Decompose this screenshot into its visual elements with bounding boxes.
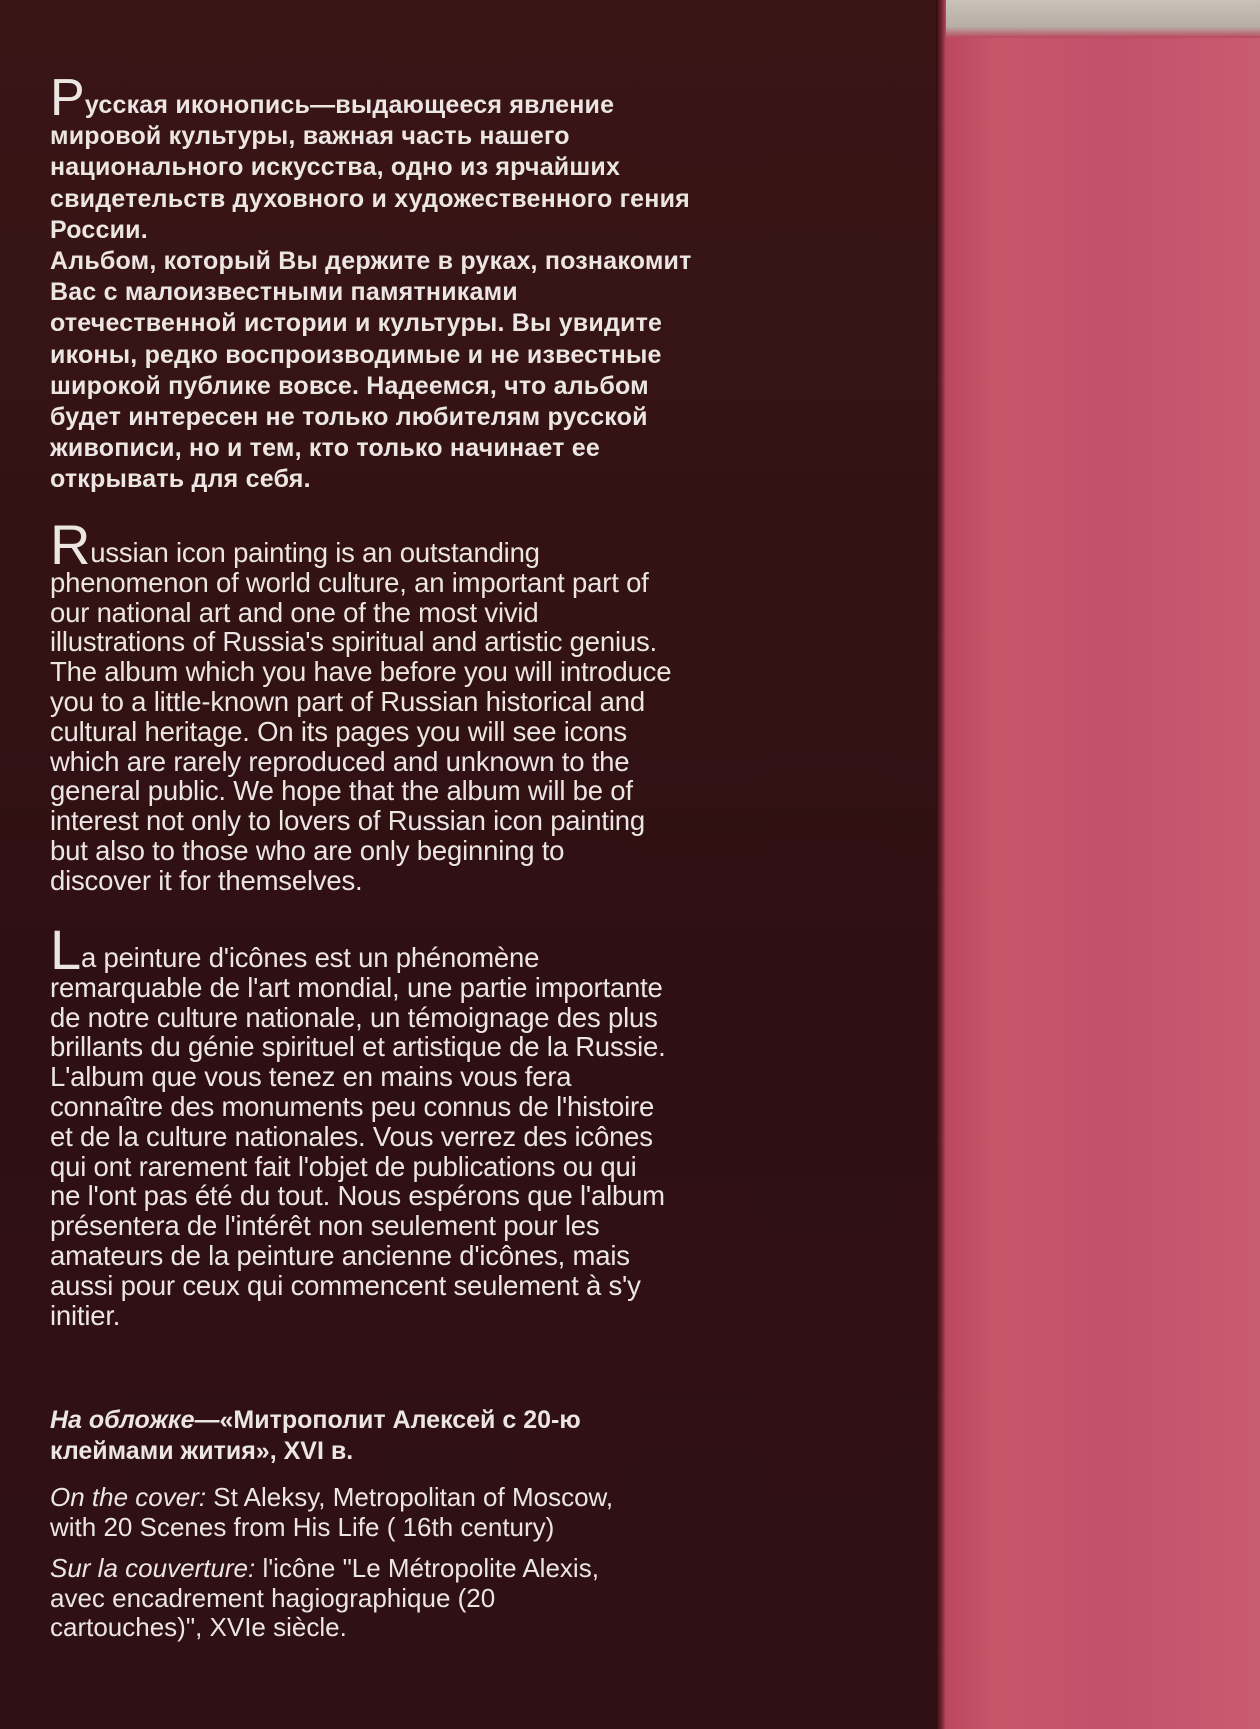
caption-english-lead: On the cover: xyxy=(50,1482,207,1512)
russian-initial: Р xyxy=(50,69,85,127)
book-spine xyxy=(940,0,1260,1729)
caption-french-lead: Sur la couverture: xyxy=(50,1553,256,1583)
french-initial: L xyxy=(50,918,81,981)
french-intro xyxy=(50,918,820,1331)
spine-fold-edge xyxy=(936,0,946,1729)
english-intro xyxy=(50,513,820,896)
cover-captions xyxy=(50,1405,820,1655)
russian-text: усская иконопись—выдающееся явление мировой культуры, важная часть нашего национального искусства, одно из ярчайших свидетельств духовного и художественного гения России. Альбом, который Вы держите в руках, познакомит Вас с малоизвестными памятниками отечественной истории и культуры. Вы увидите иконы, редко воспроизводимые и не известные широкой публике вовсе. Надеемся, что альбом будет интересен не только любителям русской живописи, но и тем, кто только начинает ее открывать для себя. xyxy=(50,91,692,494)
russian-paragraph xyxy=(50,69,820,496)
caption-french-text: l'icône "Le Métropolite Alexis, avec encadrement hagiographique (20 cartouches)", XVIe siècle. xyxy=(50,1553,599,1642)
english-initial: R xyxy=(50,513,91,576)
caption-russian xyxy=(50,1405,820,1467)
caption-french xyxy=(50,1554,820,1643)
caption-english xyxy=(50,1483,820,1542)
english-text: ussian icon painting is an outstanding phenomenon of world culture, an important part of our national art and one of the most vivid illustrations of Russia's spiritual and artistic genius. The album which you have before you will introduce you to a little-known part of Russian historical and cultural heritage. On its pages you will see icons which are rarely reproduced and unknown to the general public. We hope that the album will be of interest not only to lovers of Russian icon painting but also to those who are only beginning to discover it for themselves. xyxy=(50,537,672,896)
russian-intro xyxy=(50,69,820,496)
spine-top-edge xyxy=(940,0,1260,38)
english-paragraph xyxy=(50,513,820,896)
caption-english-text: St Aleksy, Metropolitan of Moscow, with 20 Scenes from His Life ( 16th century) xyxy=(50,1482,614,1542)
french-paragraph xyxy=(50,918,820,1331)
caption-russian-lead: На обложке xyxy=(50,1406,195,1434)
caption-russian-text: —«Митрополит Алексей с 20-ю клеймами жития», XVI в. xyxy=(50,1406,581,1465)
french-text: a peinture d'icônes est un phénomène remarquable de l'art mondial, une partie importante de notre culture nationale, un témoignage des plus brillants du génie spirituel et artistique de la Russie. L'album que vous tenez en mains vous fera connaître des monuments peu connus de l'histoire et de la culture nationales. Vous verrez des icônes qui ont rarement fait l'objet de publications ou qui ne l'ont pas été du tout. Nous espérons que l'album présentera de l'intérêt non seulement pour les amateurs de la peinture ancienne d'icônes, mais aussi pour ceux qui commencent seulement à s'y initier. xyxy=(50,942,666,1331)
